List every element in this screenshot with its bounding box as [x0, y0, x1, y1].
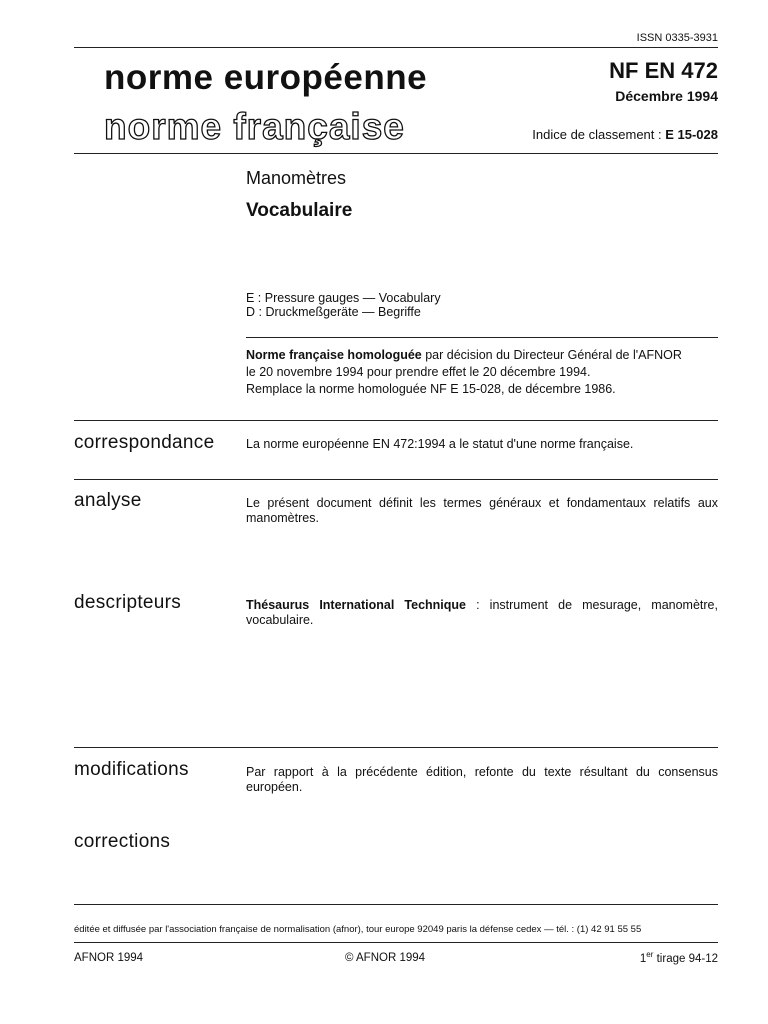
footer-top-rule	[74, 904, 718, 905]
print-run-superscript: er	[646, 950, 654, 959]
section-label-descripteurs: descripteurs	[74, 592, 182, 613]
standard-date: Décembre 1994	[615, 88, 718, 104]
footer-copyright: © AFNOR 1994	[344, 952, 426, 964]
section-label-modifications: modifications	[74, 759, 189, 780]
section-label-corrections: corrections	[74, 831, 171, 852]
section-rule-modifications	[74, 747, 718, 748]
title-norme-europeenne: norme européenne	[104, 58, 428, 97]
classification-index	[470, 127, 718, 142]
translation-text: Pressure gauges — Vocabulary	[264, 291, 441, 305]
section-label-analyse: analyse	[74, 490, 142, 511]
homologation-line2: le 20 novembre 1994 pour prendre effet le 20 décembre 1994.	[246, 365, 591, 379]
section-text-modifications: Par rapport à la précédente édition, refonte du texte résultant du consensus européen.	[246, 765, 718, 794]
print-run-text: tirage 94-12	[653, 952, 718, 965]
footer-bottom-rule	[74, 942, 718, 943]
homologation-bold: Norme française homologuée	[246, 348, 422, 362]
title-norme-francaise: norme française	[104, 106, 405, 147]
document-subject: Manomètres	[246, 168, 347, 188]
footer-publisher: AFNOR 1994	[74, 952, 144, 964]
homologation-top-rule	[246, 337, 718, 338]
translation-english	[246, 291, 441, 305]
translation-prefix: D :	[246, 305, 262, 319]
section-text-descripteurs	[246, 598, 718, 628]
descripteurs-thesaurus: Thésaurus International Technique	[246, 598, 466, 612]
classification-value: E 15-028	[665, 127, 718, 142]
footer-edition-note: éditée et diffusée par l'association française de normalisation (afnor), tour europe 92049 paris la défense cedex — tél. : (1) 42 91 55 55	[74, 924, 642, 935]
descripteurs-terms: : instrument de mesurage, manomètre, vocabulaire.	[246, 598, 718, 627]
homologation-line1: par décision du Directeur Général de l'AFNOR	[421, 348, 682, 362]
homologation-notice	[246, 347, 718, 398]
classification-label: Indice de classement :	[532, 127, 666, 142]
section-text-analyse: Le présent document définit les termes généraux et fondamentaux relatifs aux manomètres.	[246, 496, 718, 525]
issn-number: ISSN 0335-3931	[636, 32, 718, 44]
homologation-line3: Remplace la norme homologuée NF E 15-028, de décembre 1986.	[246, 382, 616, 396]
translation-text: Druckmeßgeräte — Begriffe	[265, 305, 421, 319]
section-label-correspondance: correspondance	[74, 432, 215, 453]
standard-code: NF EN 472	[609, 58, 718, 83]
section-rule-correspondance	[74, 420, 718, 421]
document-title: Vocabulaire	[246, 200, 353, 221]
translation-german	[246, 305, 421, 319]
print-run-number: 1	[639, 952, 647, 965]
translation-prefix: E :	[246, 291, 262, 305]
footer-print-run	[560, 950, 718, 965]
section-rule-analyse	[74, 479, 718, 480]
header-bottom-rule	[74, 153, 718, 154]
section-text-correspondance: La norme européenne EN 472:1994 a le statut d'une norme française.	[246, 437, 634, 451]
header-top-rule	[74, 47, 718, 48]
